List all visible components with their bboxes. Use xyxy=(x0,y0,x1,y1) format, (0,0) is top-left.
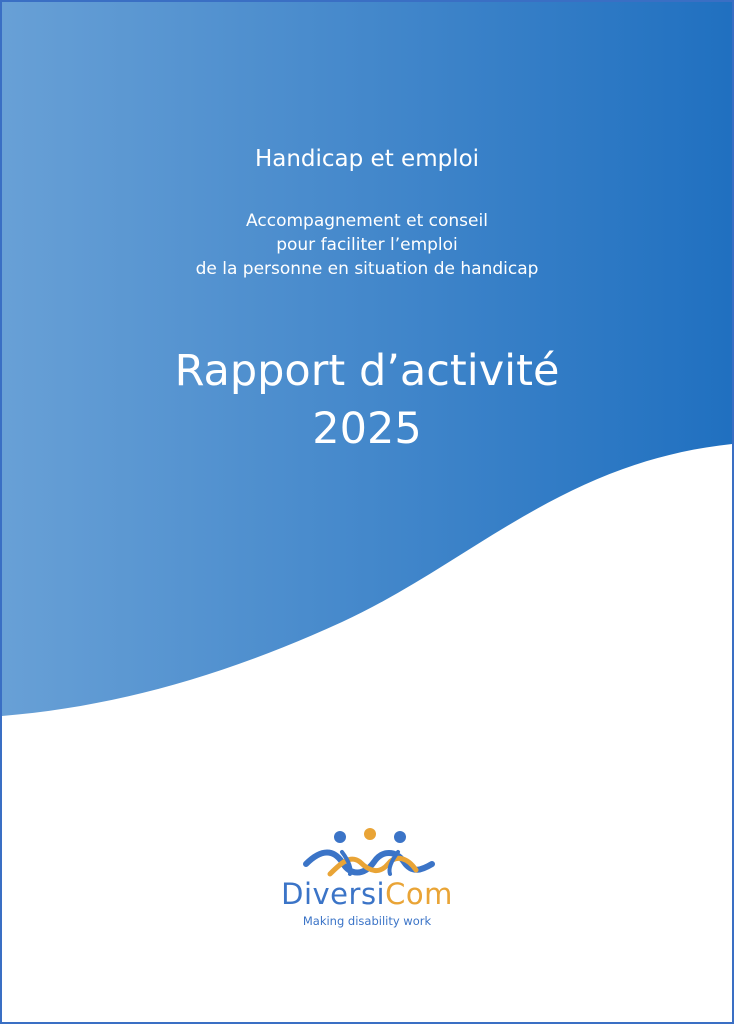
cover-topic: Handicap et emploi xyxy=(254,146,480,172)
report-title: Rapport d’activité xyxy=(174,346,560,396)
brand-name-part1: Diversi xyxy=(281,877,386,911)
brand-wordmark xyxy=(2,877,732,911)
report-title-block xyxy=(2,342,732,458)
subtitle-line: de la personne en situation de handicap xyxy=(195,259,539,279)
brand-name-part2: Com xyxy=(385,877,453,911)
report-year: 2025 xyxy=(312,404,422,454)
brand-tagline: Making disability work xyxy=(302,914,432,928)
subtitle-line: pour faciliter l’emploi xyxy=(276,235,458,255)
subtitle-line: Accompagnement et conseil xyxy=(246,211,488,231)
cover-subtitle xyxy=(2,209,732,281)
